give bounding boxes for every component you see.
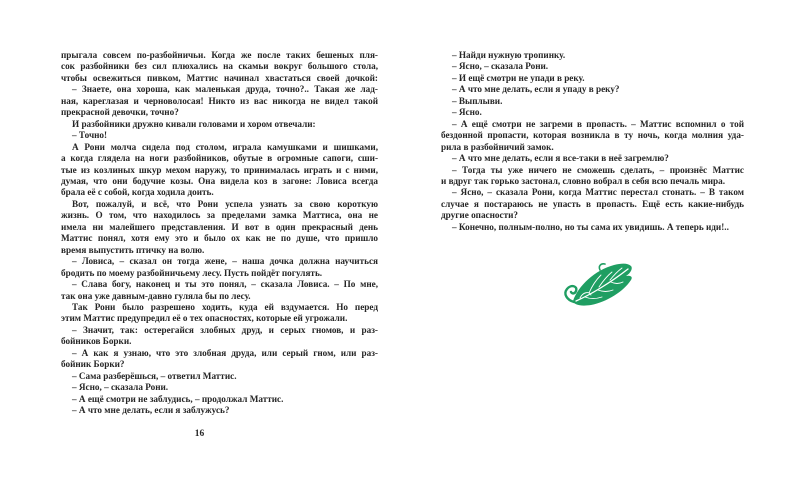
- text-line: сок разбойники без сил плюхались на скамьи вокруг большого стола,: [61, 61, 378, 72]
- right-page: [441, 50, 744, 233]
- text-line: так она уже давным-давно гуляла бы по лесу.: [61, 290, 251, 301]
- text-line: – А что мне делать, если я заблужусь?: [72, 405, 230, 416]
- left-page: [61, 50, 378, 417]
- text-line: время выпустить птичку на волю.: [61, 244, 205, 255]
- text-line: жизнь. О том, что находилось за пределами замка Маттиса, она не: [61, 210, 378, 221]
- text-line: этим Маттис предупредил её о тех опасностях, которые ей угрожали.: [61, 313, 348, 324]
- text-line: – Слава богу, наконец и ты это понял, – сказала Ловиса. – По мне,: [72, 279, 378, 290]
- text-line: Так Рони было разрешено ходить, куда ей вздумается. Но перед: [72, 301, 378, 312]
- text-line: имела ни малейшего представления. И вот в один прекрасный день: [61, 221, 378, 232]
- leaf-icon: [562, 261, 642, 309]
- text-line: – Конечно, полным-полно, но ты сама их увидишь. А теперь иди!..: [452, 221, 729, 232]
- text-line: и вдруг так горько застонал, словно вобрал в себя всю печаль мира.: [441, 175, 726, 186]
- text-line: – Найди нужную тропинку.: [452, 50, 566, 60]
- text-line: случае я постараюсь не упасть в пропасть. Ещё есть какие-нибудь: [441, 198, 744, 209]
- leaf-ornament-illustration: [562, 261, 642, 309]
- right-page-text: [441, 50, 744, 233]
- text-line: бойник Борки?: [61, 359, 125, 370]
- text-line: – Тогда ты уже ничего не сможешь сделать, – произнёс Маттис: [452, 164, 744, 175]
- page-number: 16: [194, 429, 205, 439]
- text-line: думая, что они бодучие козы. Она видела коз в загоне: Ловиса всегда: [61, 175, 378, 186]
- text-line: Маттис понял, хотя ему это и было ох как не по душе, что пришло: [61, 233, 378, 244]
- text-line: бродить по моему разбойничьему лесу. Пусть пойдёт погулять.: [61, 267, 323, 278]
- text-line: – Ясно, – сказала Рони, когда Маттис перестал стонать. – В таком: [452, 187, 744, 198]
- text-line: брала её с собой, когда ходила доить.: [61, 187, 214, 198]
- text-line: – А что мне делать, если я упаду в реку?: [452, 84, 620, 95]
- text-line: бойников Борки.: [61, 336, 132, 347]
- text-line: – Выплыви.: [452, 95, 503, 106]
- text-line: чтобы освежиться пивком, Маттис начинал хвастаться своей дочкой:: [61, 72, 378, 83]
- text-line: – Ясно, – сказала Рони.: [452, 61, 549, 72]
- text-line: – Сама разберёшься, – ответил Маттис.: [72, 370, 237, 381]
- text-line: – Ясно.: [452, 107, 482, 118]
- text-line: другие опасности?: [441, 210, 518, 221]
- text-line: – А ещё смотри не загреми в пропасть. – Маттис вспомнил о той: [452, 118, 744, 129]
- text-line: – А как я узнаю, что это злобная друда, или серый гном, или раз-: [72, 347, 378, 358]
- text-line: – А что мне делать, если я все-таки в неё загремлю?: [452, 153, 669, 164]
- text-line: – Ловиса, – сказал он тогда жене, – наша дочка должна научиться: [72, 256, 378, 267]
- text-line: – Значит, так: остерегайся злобных друд, и серых гномов, и раз-: [72, 324, 378, 335]
- text-line: – Знаете, она хороша, как маленькая друда, точно?.. Такая же лад-: [72, 84, 378, 95]
- text-line: рила в разбойничий замок.: [441, 141, 554, 152]
- text-line: прекрасной девочки, точно?: [61, 107, 179, 118]
- text-line: – Точно!: [72, 130, 108, 141]
- text-line: бездонной пропасти, которая возникла в ту ночь, когда молния уда-: [441, 130, 744, 141]
- text-line: – Ясно, – сказала Рони.: [72, 382, 169, 393]
- text-line: А Рони молча сидела под столом, играла камушками и шишками,: [72, 141, 378, 152]
- left-page-text: [61, 50, 378, 417]
- text-line: а когда глядела на ноги разбойников, обутые в огромные сапоги, сши-: [61, 153, 378, 164]
- text-line: – А ещё смотри не заблудись, – продолжал Маттис.: [72, 393, 284, 404]
- text-line: – И ещё смотри не упади в реку.: [452, 72, 585, 83]
- text-line: Вот, пожалуй, и всё, что Рони успела узнать за свою короткую: [72, 198, 378, 209]
- text-line: ная, кареглазая и черноволосая! Никто из вас никогда не видел такой: [61, 95, 378, 106]
- text-line: тые из козлиных шкур мехом наружу, то принималась играть и с ними,: [61, 164, 378, 175]
- text-line: прыгала совсем по-разбойничьи. Когда же после таких бешеных пля-: [61, 50, 378, 60]
- text-line: И разбойники дружно кивали головами и хором отвечали:: [72, 118, 316, 129]
